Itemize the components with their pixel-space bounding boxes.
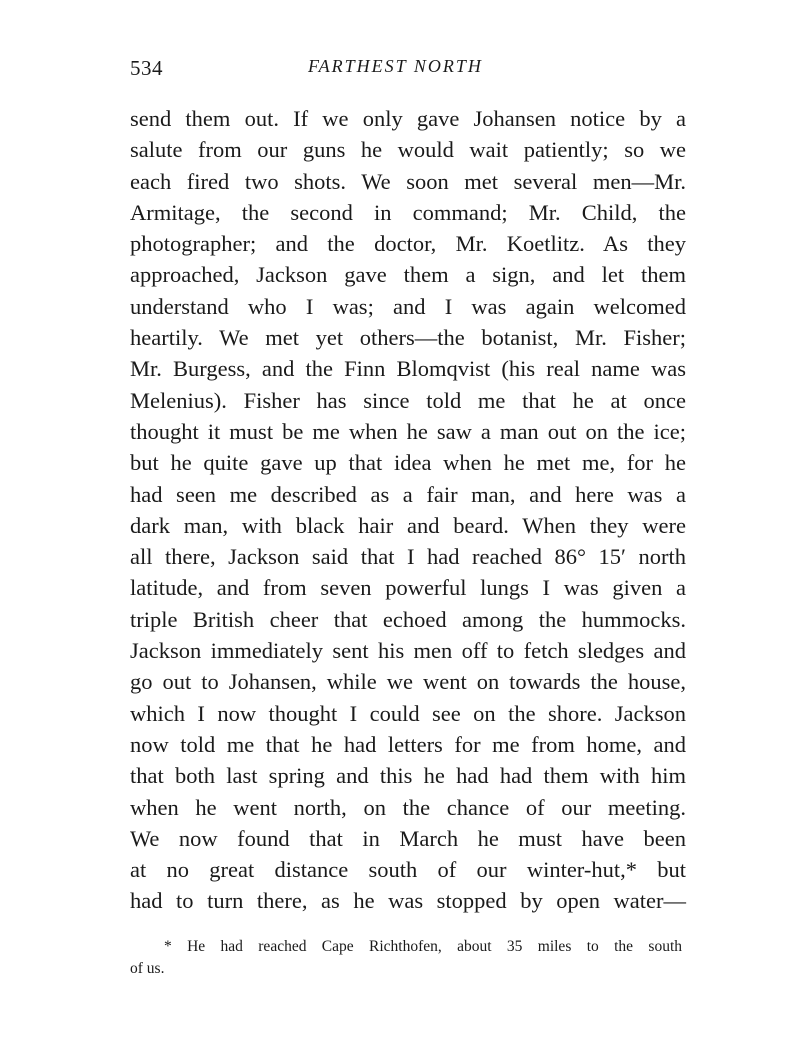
text-line: triple British cheer that echoed among the hummocks. [130, 606, 686, 632]
running-head [130, 56, 690, 84]
text-line: had seen me described as a fair man, and here was a [130, 481, 686, 507]
footnote-line: * He had reached Cape Richthofen, about 35 miles to the south [164, 938, 682, 955]
text-line: approached, Jackson gave them a sign, and let them [130, 262, 686, 288]
footnote-line: of us. [130, 960, 165, 977]
text-line: at no great distance south of our winter-hut,* but [130, 857, 686, 883]
text-line: that both last spring and this he had had them with him [130, 763, 686, 789]
text-line: salute from our guns he would wait patiently; so we [130, 137, 686, 163]
text-line: thought it must be me when he saw a man out on the ice; [130, 418, 686, 444]
text-line: when he went north, on the chance of our meeting. [130, 794, 686, 820]
text-line: understand who I was; and I was again welcomed [130, 293, 686, 319]
text-line: We now found that in March he must have been [130, 825, 686, 851]
text-line: Jackson immediately sent his men off to fetch sledges and [130, 638, 686, 664]
text-line: photographer; and the doctor, Mr. Koetlitz. As they [130, 231, 686, 257]
text-line: all there, Jackson said that I had reached 86° 15′ north [130, 544, 686, 570]
text-line: send them out. If we only gave Johansen notice by a [130, 106, 686, 131]
text-line: now told me that he had letters for me from home, and [130, 731, 686, 757]
text-line: Mr. Burgess, and the Finn Blomqvist (his real name was [130, 356, 686, 382]
body-text [130, 103, 686, 917]
running-title: FARTHEST NORTH [308, 56, 483, 76]
footnote [130, 936, 682, 980]
text-line: each fired two shots. We soon met several men—Mr. [130, 168, 686, 194]
text-line: latitude, and from seven powerful lungs I was given a [130, 575, 686, 601]
text-line: Melenius). Fisher has since told me that he at once [130, 387, 686, 413]
page-number: 534 [130, 56, 163, 80]
text-line: Armitage, the second in command; Mr. Child, the [130, 199, 686, 225]
text-line: go out to Johansen, while we went on towards the house, [130, 669, 686, 695]
text-line: but he quite gave up that idea when he met me, for he [130, 450, 686, 476]
text-line: which I now thought I could see on the shore. Jackson [130, 700, 686, 726]
text-line: had to turn there, as he was stopped by open water— [130, 888, 686, 914]
text-line: heartily. We met yet others—the botanist, Mr. Fisher; [130, 325, 686, 351]
text-line: dark man, with black hair and beard. When they were [130, 512, 686, 538]
